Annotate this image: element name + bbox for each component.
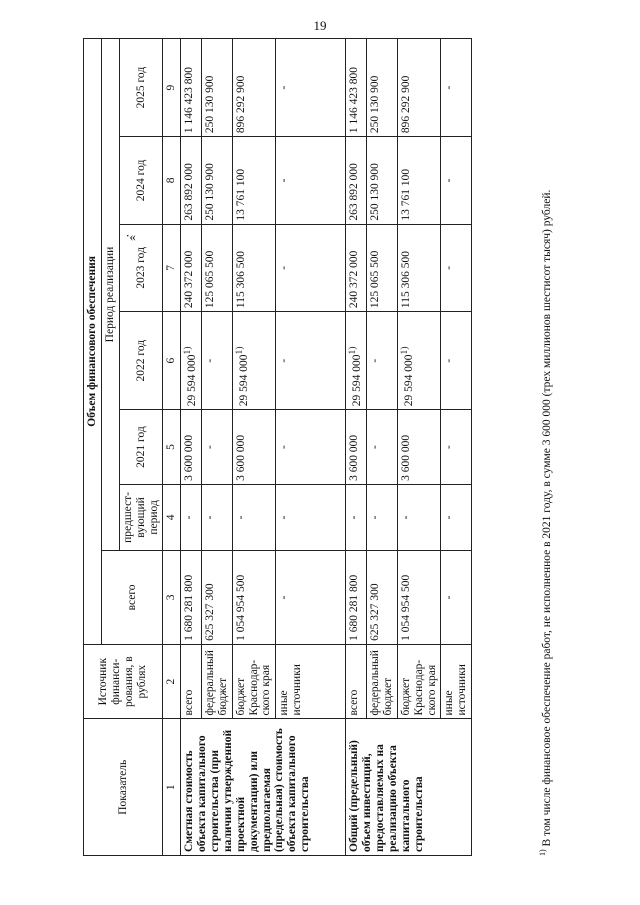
source-cell: всего	[346, 644, 367, 719]
value-2023: 115 306 500	[232, 224, 276, 311]
header-indicator: Показатель	[84, 719, 163, 856]
value-2025: 896 292 900	[232, 39, 276, 137]
value-total: -	[276, 550, 346, 644]
value-2022-amount: 29 594 000	[186, 354, 199, 407]
value-total: 625 327 300	[201, 550, 232, 644]
source-cell: всего	[181, 644, 202, 719]
value-2024: -	[276, 137, 346, 224]
value-2021: -	[441, 410, 472, 485]
value-2021: 3 600 000	[232, 410, 276, 485]
footnote-ref: 1)	[233, 346, 245, 355]
col-number: 1	[163, 719, 181, 856]
closing-quote-mark: ».	[126, 232, 136, 248]
source-cell: федеральный бюджет	[201, 644, 232, 719]
value-previous: -	[346, 484, 367, 550]
source-cell: бюджет Краснодар-ского края	[397, 644, 441, 719]
col-number: 8	[163, 137, 181, 224]
value-previous: -	[441, 484, 472, 550]
col-number: 7	[163, 224, 181, 311]
page-number: 19	[313, 18, 327, 33]
table-row	[181, 39, 202, 856]
value-2022-amount: 29 594 000	[237, 354, 250, 407]
footnote-ref: 1)	[398, 346, 410, 355]
value-total: 1 054 954 500	[232, 550, 276, 644]
header-previous-period: предшест-вующий период	[119, 484, 163, 550]
header-financing-volume: Объем финансового обеспечения	[84, 39, 102, 645]
source-cell: иные источники	[276, 644, 346, 719]
value-2022	[346, 312, 367, 410]
footnote-ref: 1)	[347, 346, 359, 355]
value-previous: -	[367, 484, 398, 550]
footnote-marker: 1)	[538, 849, 547, 856]
value-2023: 125 065 500	[367, 224, 398, 311]
value-2025: 250 130 900	[367, 39, 398, 137]
value-2021: 3 600 000	[181, 410, 202, 485]
footnote	[538, 38, 555, 856]
source-cell: иные источники	[441, 644, 472, 719]
header-2021: 2021 год	[119, 410, 163, 485]
header-2022: 2022 год	[119, 312, 163, 410]
value-2022-amount: 29 594 000	[351, 354, 364, 407]
value-2025: -	[441, 39, 472, 137]
value-2022: -	[276, 312, 346, 410]
value-total: 625 327 300	[367, 550, 398, 644]
value-2021: -	[276, 410, 346, 485]
col-number: 6	[163, 312, 181, 410]
header-2024: 2024 год	[119, 137, 163, 224]
value-previous: -	[276, 484, 346, 550]
value-2024: 250 130 900	[201, 137, 232, 224]
value-2024: 263 892 000	[181, 137, 202, 224]
value-2023: 240 372 000	[346, 224, 367, 311]
indicator-cell: Общий (предельный) объем инвестиций, предоставляемых на реализацию объекта капитального строительства	[346, 719, 472, 856]
value-2021: 3 600 000	[397, 410, 441, 485]
col-number: 9	[163, 39, 181, 137]
value-2021: -	[367, 410, 398, 485]
value-2023: -	[276, 224, 346, 311]
value-total: 1 054 954 500	[397, 550, 441, 644]
value-2024: 13 761 100	[397, 137, 441, 224]
header-2025: 2025 год	[119, 39, 163, 137]
value-2025: 250 130 900	[201, 39, 232, 137]
value-previous: -	[201, 484, 232, 550]
value-2025: 1 146 423 800	[346, 39, 367, 137]
indicator-cell: Сметная стоимость объекта капитального строительства (при наличии утвержденной проектной документации) или предполагаемая (предельная) стоимость объекта капитального строительства	[181, 719, 346, 856]
value-total: 1 680 281 800	[181, 550, 202, 644]
value-2022	[397, 312, 441, 410]
value-2024: 13 761 100	[232, 137, 276, 224]
value-2022	[181, 312, 202, 410]
source-cell: федеральный бюджет	[367, 644, 398, 719]
col-number: 4	[163, 484, 181, 550]
value-2022	[232, 312, 276, 410]
footnote-ref: 1)	[182, 346, 194, 355]
value-previous: -	[181, 484, 202, 550]
value-2023: 115 306 500	[397, 224, 441, 311]
value-2025: 1 146 423 800	[181, 39, 202, 137]
value-2021: -	[201, 410, 232, 485]
value-2022: -	[201, 312, 232, 410]
value-2024: -	[441, 137, 472, 224]
col-number: 3	[163, 550, 181, 644]
value-2022: -	[441, 312, 472, 410]
financing-table	[83, 38, 472, 856]
value-2023: 240 372 000	[181, 224, 202, 311]
header-total: всего	[101, 550, 163, 644]
header-2023: 2023 год	[119, 224, 163, 311]
landscape-page	[83, 38, 585, 856]
value-2025: -	[276, 39, 346, 137]
value-total: -	[441, 550, 472, 644]
value-2023: 125 065 500	[201, 224, 232, 311]
value-previous: -	[397, 484, 441, 550]
rotated-content-area	[83, 38, 585, 856]
header-source: Источник финанси-рования, в рублях	[84, 644, 163, 719]
value-2023: -	[441, 224, 472, 311]
value-2022: -	[367, 312, 398, 410]
value-previous: -	[232, 484, 276, 550]
col-number: 5	[163, 410, 181, 485]
col-number: 2	[163, 644, 181, 719]
value-2024: 263 892 000	[346, 137, 367, 224]
header-period: Период реализации	[101, 39, 119, 551]
source-cell: бюджет Краснодар-ского края	[232, 644, 276, 719]
value-2022-amount: 29 594 000	[402, 354, 415, 407]
value-2025: 896 292 900	[397, 39, 441, 137]
value-total: 1 680 281 800	[346, 550, 367, 644]
table-row	[346, 39, 367, 856]
column-number-row	[163, 39, 181, 856]
value-2024: 250 130 900	[367, 137, 398, 224]
footnote-text: В том числе финансовое обеспечение работ, не исполненное в 2021 году, в сумме 3 600 000 (трех миллионов шестисот тысяч) рублей.	[540, 189, 553, 850]
value-2021: 3 600 000	[346, 410, 367, 485]
